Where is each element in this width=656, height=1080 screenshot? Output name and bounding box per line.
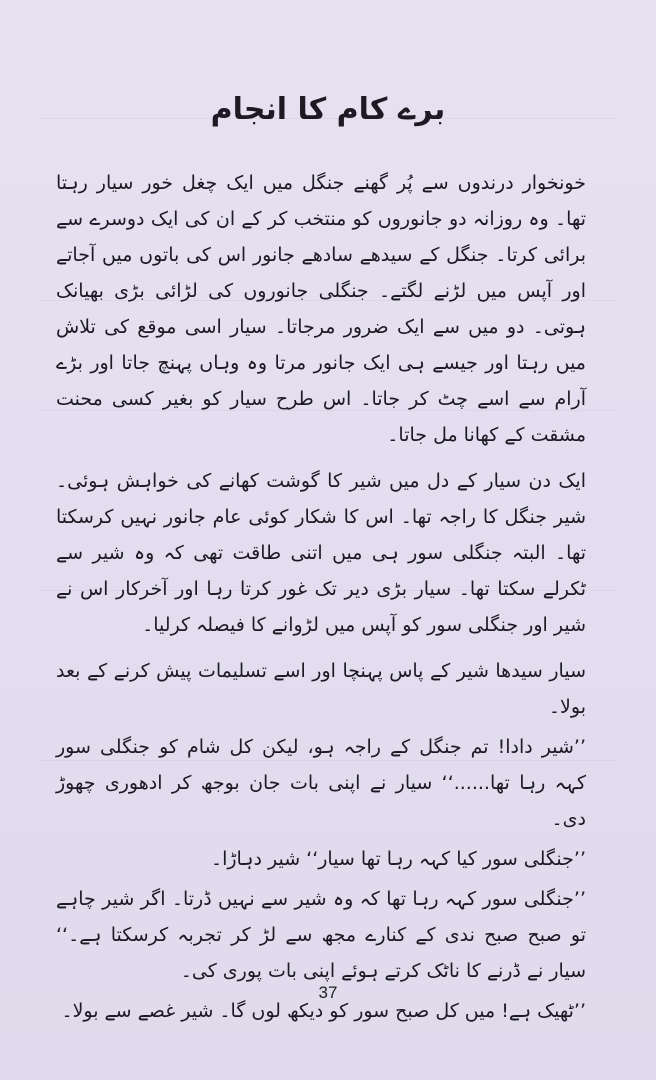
paragraph-5: ’’جنگلی سور کیا کہہ رہا تھا سیار‘‘ شیر دہاڑا۔ [210,848,586,870]
paragraph-1: خونخوار درندوں سے پُر گھنے جنگل میں ایک چغل خور سیار رہتا تھا۔ وہ روزانہ دو جانوروں کو منتخب کر کے ان کی ایک دوسرے سے برائی کرتا۔ جنگل کے سیدھے سادھے جانور اس کی باتوں میں آجاتے اور آپس میں لڑنے لگتے۔ جنگلی جانوروں کی لڑائی بڑی بھیانک ہوتی۔ دو میں سے ایک ضرور مرجاتا۔ سیار اسی موقع کی تلاش میں رہتا اور جیسے ہی ایک جانور مرتا وہ وہاں پہنچ جاتا اور بڑے آرام سے اسے چٹ کر جاتا۔ اس طرح سیار کو بغیر کسی محنت مشقت کے کھانا مل جاتا۔ [56,172,586,446]
paragraph-4: ’’شیر دادا! تم جنگل کے راجہ ہو، لیکن کل شام کو جنگلی سور کہہ رہا تھا......‘‘ سیار نے اپنی بات جان بوجھ کر ادھوری چھوڑ دی۔ [56,736,586,830]
paragraph-3: سیار سیدھا شیر کے پاس پہنچا اور اسے تسلیمات پیش کرنے کے بعد بولا۔ [56,660,586,718]
paragraph-6: ’’جنگلی سور کہہ رہا تھا کہ وہ شیر سے نہیں ڈرتا۔ اگر شیر چاہے تو صبح صبح ندی کے کنارے مجھ سے لڑ کر تجربہ کرسکتا ہے۔‘‘ سیار نے ڈرنے کا ناٹک کرتے ہوئے اپنی بات پوری کی۔ [56,888,586,982]
story-body [56,165,586,1033]
page-number: 37 [318,983,338,1002]
paragraph-2: ایک دن سیار کے دل میں شیر کا گوشت کھانے کی خواہش ہوئی۔ شیر جنگل کا راجہ تھا۔ اس کا شکار کوئی عام جانور نہیں کرسکتا تھا۔ البتہ جنگلی سور ہی میں اتنی طاقت تھی کہ وہ شیر سے ٹکرلے سکتا تھا۔ سیار بڑی دیر تک غور کرتا رہا اور آخرکار اس نے شیر اور جنگلی سور کو آپس میں لڑوانے کا فیصلہ کرلیا۔ [56,470,586,636]
paragraph-7: ’’ٹھیک ہے! میں کل صبح سور کو دیکھ لوں گا۔ شیر غصے سے بولا۔ [61,1000,586,1022]
story-title: برے کام کا انجام [210,92,446,127]
